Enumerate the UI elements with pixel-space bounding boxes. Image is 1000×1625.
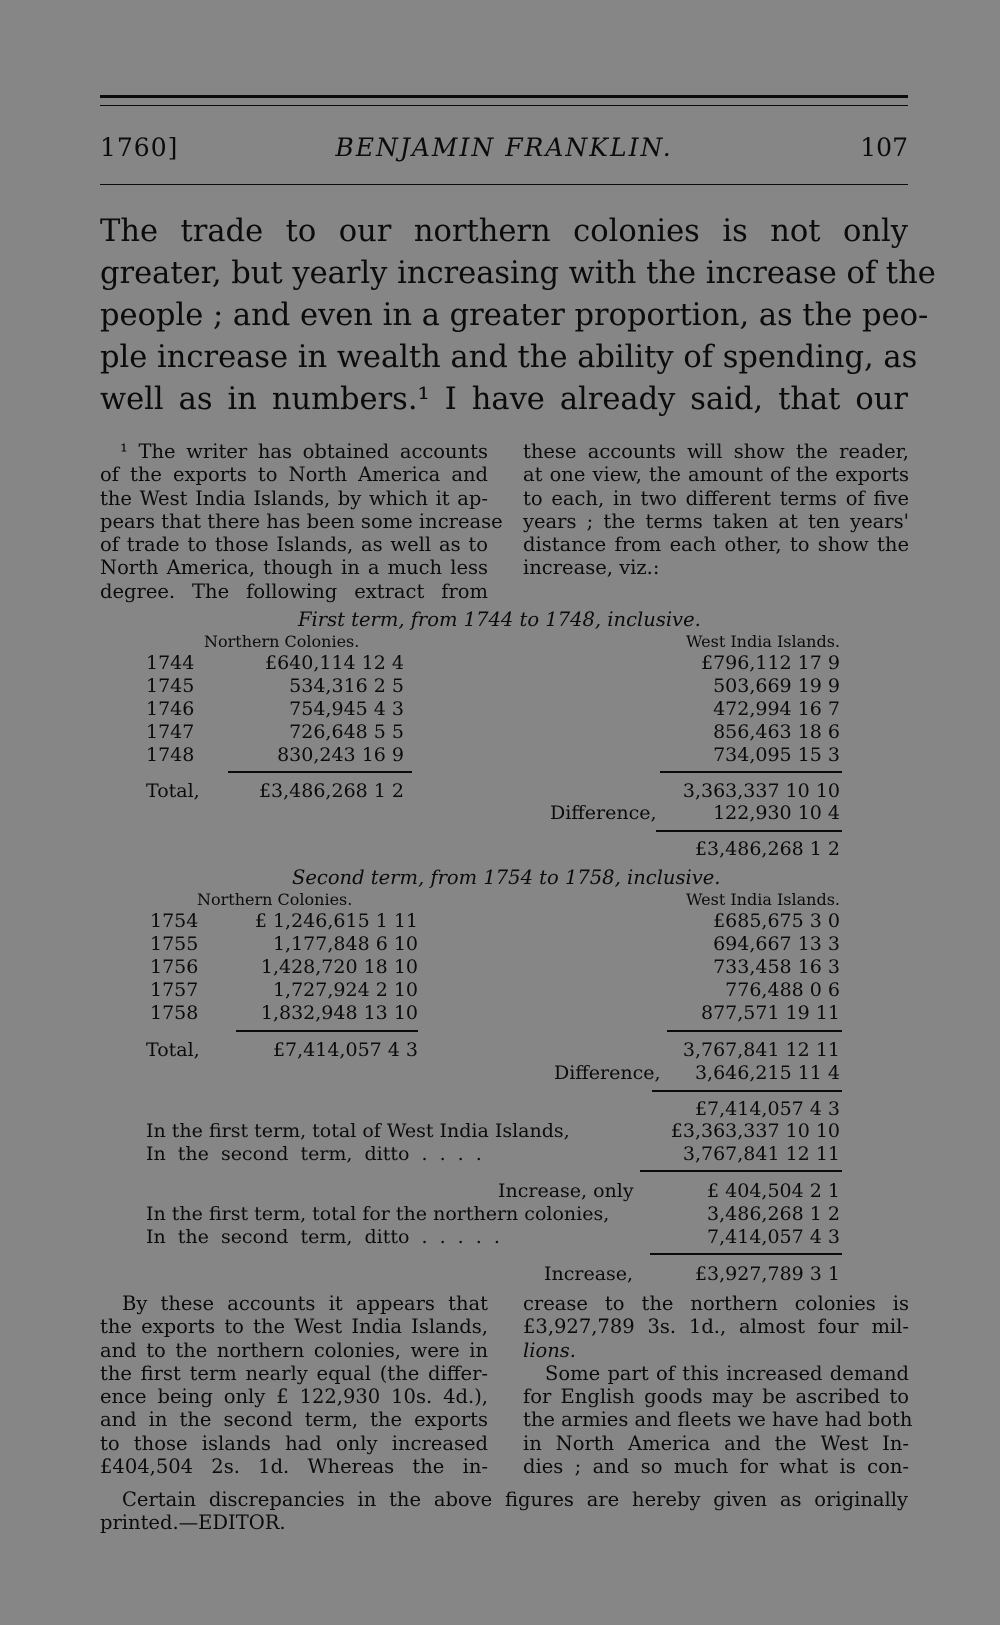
table-row-year: 1747 [146, 721, 195, 743]
main-line: greater, but yearly increasing with the increase of the [100, 256, 936, 291]
term2-total-north: £7,414,057 4 3 [272, 1039, 418, 1061]
table-row-year: 1748 [146, 744, 195, 766]
footnote-line: ¹ The writer has obtained accounts [120, 440, 488, 463]
table-row-year: 1756 [150, 956, 199, 978]
footnote-line: to those islands had only increased [100, 1431, 488, 1455]
footnote-line: for English goods may be ascribed to [523, 1385, 909, 1409]
footnote-line: crease to the northern colonies is [523, 1292, 909, 1315]
running-head-year: 1760] [100, 133, 179, 162]
editor-note [100, 1488, 908, 1535]
page-number: 107 [860, 133, 908, 162]
footnote-line: lions. [523, 1338, 576, 1362]
table-cell-west: 472,994 16 7 [713, 698, 840, 720]
sum-rule [660, 771, 842, 773]
sum-rule [652, 1090, 842, 1092]
table-cell-north: 1,832,948 13 10 [260, 1002, 418, 1024]
table-cell-west: 694,667 13 3 [713, 933, 840, 955]
table-cell-west: 776,488 0 6 [725, 979, 840, 1001]
table-row-year: 1755 [150, 933, 199, 955]
term1-difference-label: Difference, [550, 802, 657, 824]
footnote-line: at one view, the amount of the exports [523, 463, 909, 487]
table-row-year: 1746 [146, 698, 195, 720]
term1-title: First term, from 1744 to 1748, inclusive. [298, 608, 701, 631]
footnote-line: years ; the terms taken at ten years' [523, 509, 909, 533]
term2-difference-label: Difference, [554, 1062, 661, 1084]
footnote-left-column [100, 440, 503, 603]
bottom-right-column [523, 1292, 913, 1479]
editor-note-line: Certain discrepancies in the above figures are hereby given as originally [122, 1488, 908, 1511]
summary-value: 3,486,268 1 2 [707, 1203, 840, 1225]
summary-value: £ 404,504 2 1 [707, 1180, 840, 1202]
sum-rule [640, 1170, 842, 1172]
top-rule-thick [100, 95, 908, 98]
table-cell-west: 877,571 19 11 [700, 1002, 840, 1024]
term1-total-north: £3,486,268 1 2 [258, 780, 404, 802]
editor-note-line: printed.—EDITOR. [100, 1511, 286, 1535]
footnote-line: of trade to those Islands, as well as to [100, 533, 488, 557]
table-cell-north: 1,428,720 18 10 [260, 956, 418, 978]
term1-total-label: Total, [146, 780, 200, 802]
footnote-line: £3,927,789 3s. 1d., almost four mil- [523, 1315, 909, 1339]
main-line: ple increase in wealth and the ability of spending, as [100, 340, 918, 375]
footnote-line: the exports to the West India Islands, [100, 1315, 488, 1339]
table-cell-north: 534,316 2 5 [289, 675, 404, 697]
table-cell-north: £ 1,246,615 1 11 [254, 910, 418, 932]
main-line: well as in numbers.¹ I have already said, that our [100, 382, 908, 417]
running-head [100, 133, 908, 169]
sum-rule [236, 1030, 418, 1032]
term1-north-header: Northern Colonies. [204, 632, 360, 651]
top-rule-thin [100, 105, 908, 106]
sum-rule [650, 1253, 842, 1255]
table-cell-west: 734,095 15 3 [713, 744, 840, 766]
running-head-title: BENJAMIN FRANKLIN. [335, 133, 673, 162]
footnote-line: distance from each other, to show the [523, 533, 909, 557]
footnote-line: £404,504 2s. 1d. Whereas the in- [100, 1455, 488, 1479]
table-cell-north: 1,177,848 6 10 [272, 933, 418, 955]
main-line: The trade to our northern colonies is not only [100, 214, 908, 249]
table-row-year: 1758 [150, 1002, 199, 1024]
table-cell-west: 733,458 16 3 [713, 956, 840, 978]
footnote-line: these accounts will show the reader, [523, 440, 909, 463]
term2-total-west: 3,767,841 12 11 [682, 1039, 840, 1061]
table-cell-west: £796,112 17 9 [700, 652, 840, 674]
summary-label: In the first term, total of West India Islands, [146, 1120, 570, 1142]
summary-label: Increase, only [498, 1180, 634, 1202]
footnote-line: By these accounts it appears that [122, 1292, 488, 1315]
term2-total-label: Total, [146, 1039, 200, 1061]
main-paragraph [100, 211, 936, 421]
footnote-line: ence being only £ 122,930 10s. 4d.), [100, 1385, 488, 1409]
footnote-line: the West India Islands, by which it ap- [100, 486, 488, 510]
term1-west-header: West India Islands. [686, 632, 840, 651]
table-cell-west: 503,669 19 9 [713, 675, 840, 697]
table-cell-north: 1,727,924 2 10 [272, 979, 418, 1001]
sum-rule [228, 771, 412, 773]
term1-total-west: 3,363,337 10 10 [682, 780, 840, 802]
table-row-year: 1757 [150, 979, 199, 1001]
term2-north-header: Northern Colonies. [197, 890, 353, 909]
footnote-line: Some part of this increased demand [545, 1361, 909, 1385]
table-cell-west: £685,675 3 0 [713, 910, 840, 932]
summary-value: £3,363,337 10 10 [670, 1120, 840, 1142]
term2-title: Second term, from 1754 to 1758, inclusive. [292, 866, 721, 889]
footnote-line: North America, though in a much less [100, 556, 488, 580]
footnote-line: degree. The following extract from [100, 579, 488, 603]
summary-value: 3,767,841 12 11 [682, 1143, 840, 1165]
table-cell-north: 754,945 4 3 [289, 698, 404, 720]
table-cell-west: 856,463 18 6 [713, 721, 840, 743]
summary-value: 7,414,057 4 3 [707, 1226, 840, 1248]
term2-west-header: West India Islands. [686, 890, 840, 909]
term2-difference: 3,646,215 11 4 [694, 1062, 840, 1084]
summary-label: In the second term, ditto . . . . . [146, 1226, 500, 1248]
table-cell-north: 830,243 16 9 [277, 744, 404, 766]
footnote-line: the first term nearly equal (the differ- [100, 1361, 488, 1385]
summary-value: £3,927,789 3 1 [694, 1263, 840, 1285]
sum-rule [656, 830, 842, 832]
footnote-line: in North America and the West In- [523, 1431, 909, 1455]
footnote-line: and to the northern colonies, were in [100, 1338, 488, 1362]
summary-label: In the first term, total for the northern colonies, [146, 1203, 610, 1225]
footnote-line: increase, viz.: [523, 556, 660, 580]
footnote-line: of the exports to North America and [100, 463, 488, 487]
table-cell-north: 726,648 5 5 [289, 721, 404, 743]
footnote-line: dies ; and so much for what is con- [523, 1455, 909, 1479]
summary-label: In the second term, ditto . . . . [146, 1143, 482, 1165]
main-line: people ; and even in a greater proportion, as the peo- [100, 298, 929, 333]
head-rule [100, 184, 908, 185]
term1-balance: £3,486,268 1 2 [694, 838, 840, 860]
table-row-year: 1754 [150, 910, 199, 932]
table-row-year: 1744 [146, 652, 195, 674]
footnote-line: and in the second term, the exports [100, 1408, 488, 1432]
footnote-right-column [523, 440, 909, 580]
footnote-line: pears that there has been some increase [100, 509, 503, 533]
footnote-line: to each, in two different terms of five [523, 486, 909, 510]
table-row-year: 1745 [146, 675, 195, 697]
term2-balance: £7,414,057 4 3 [694, 1098, 840, 1120]
summary-label: Increase, [544, 1263, 634, 1285]
bottom-left-column [100, 1292, 488, 1478]
sum-rule [667, 1030, 842, 1032]
footnote-line: the armies and fleets we have had both [523, 1408, 913, 1432]
table-cell-north: £640,114 12 4 [264, 652, 404, 674]
term1-difference: 122,930 10 4 [713, 802, 840, 824]
